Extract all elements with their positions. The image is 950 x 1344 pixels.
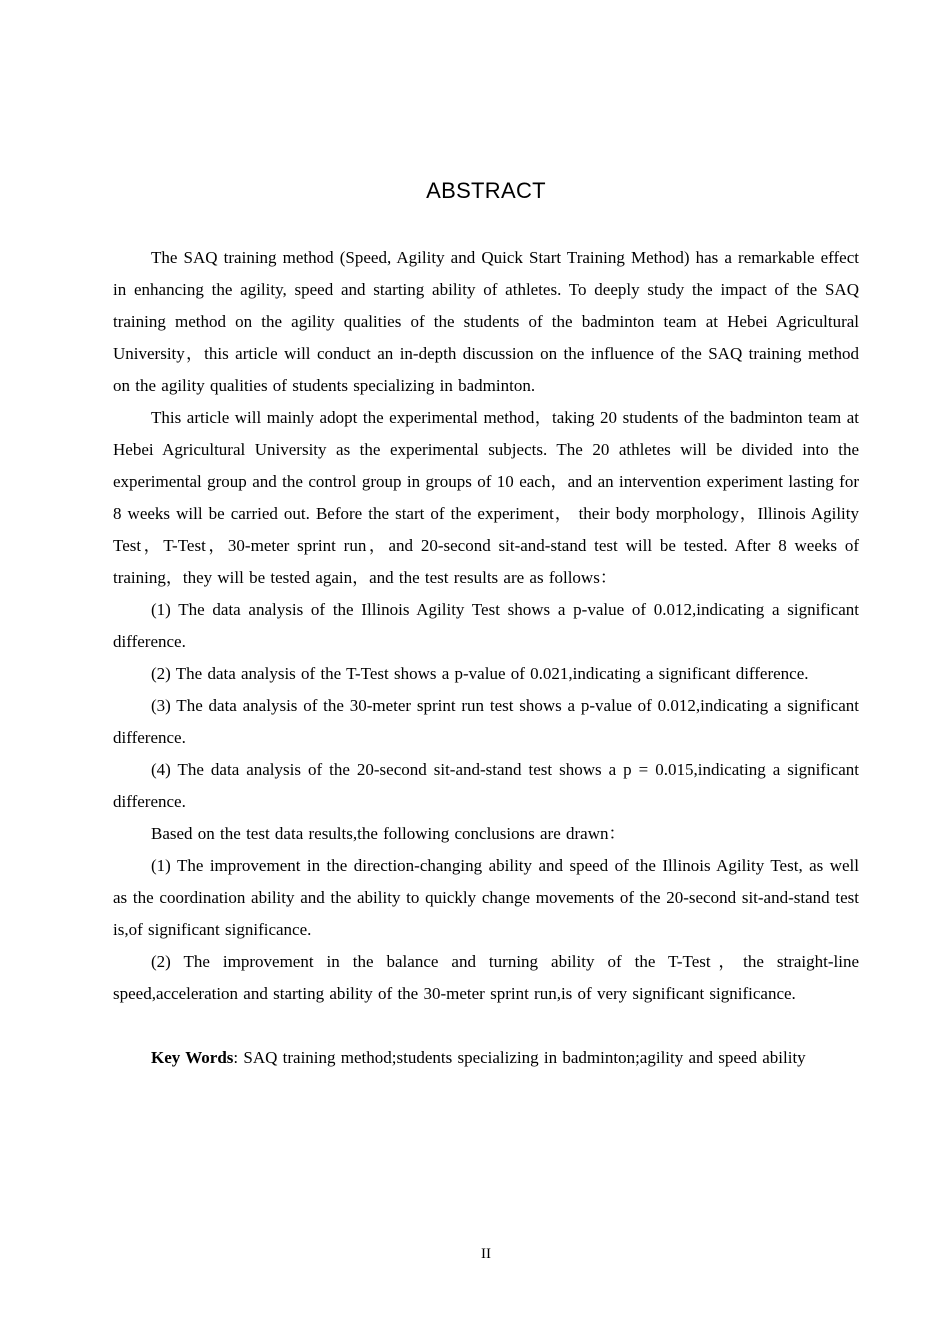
abstract-title: ABSTRACT	[426, 178, 546, 203]
page-number: II	[481, 1246, 491, 1262]
conclusion-1: (1) The improvement in the direction-changing ability and speed of the Illinois Agility Test, as well as the coordination ability and the ability to quickly change movements of the 20-second sit-and-stand test is,of significant significance.	[113, 856, 859, 939]
conclusions-intro: Based on the test data results,the following conclusions are drawn：	[151, 824, 626, 843]
conclusion-2: (2) The improvement in the balance and turning ability of the T-Test，the straight-line speed,acceleration and starting ability of the 30-meter sprint run,is of very significant significance.	[113, 952, 859, 1003]
paragraph-intro: The SAQ training method (Speed, Agility and Quick Start Training Method) has a remarkable effect in enhancing the agility, speed and starting ability of athletes. To deeply study the impact of the SAQ training method on the agility qualities of the students of the badminton team at Hebei Agricultural University，this article will conduct an in-depth discussion on the influence of the SAQ training method on the agility qualities of students specializing in badminton.	[113, 248, 859, 395]
result-illinois: (1) The data analysis of the Illinois Agility Test shows a p-value of 0.012,indicating a significant difference.	[113, 600, 859, 651]
spacer	[113, 1010, 859, 1042]
result-sit-stand: (4) The data analysis of the 20-second sit-and-stand test shows a p = 0.015,indicating a significant difference.	[113, 760, 859, 811]
abstract-body	[113, 242, 859, 1074]
result-t-test: (2) The data analysis of the T-Test shows a p-value of 0.021,indicating a significant difference.	[151, 664, 809, 683]
keywords-separator: :	[233, 1048, 244, 1067]
keywords-text: SAQ training method;students specializing in badminton;agility and speed ability	[243, 1048, 806, 1067]
keywords-label: Key Words	[151, 1048, 234, 1067]
paragraph-method: This article will mainly adopt the experimental method，taking 20 students of the badminton team at Hebei Agricultural University as the experimental subjects. The 20 athletes will be divided into the experimental group and the control group in groups of 10 each，and an intervention experiment lasting for 8 weeks will be carried out. Before the start of the experiment， their body morphology，Illinois Agility Test，T-Test，30-meter sprint run，and 20-second sit-and-stand test will be tested. After 8 weeks of training，they will be tested again，and the test results are as follows：	[113, 408, 859, 587]
keywords-paragraph	[113, 1042, 859, 1074]
result-sprint: (3) The data analysis of the 30-meter sprint run test shows a p-value of 0.012,indicating a significant difference.	[113, 696, 859, 747]
